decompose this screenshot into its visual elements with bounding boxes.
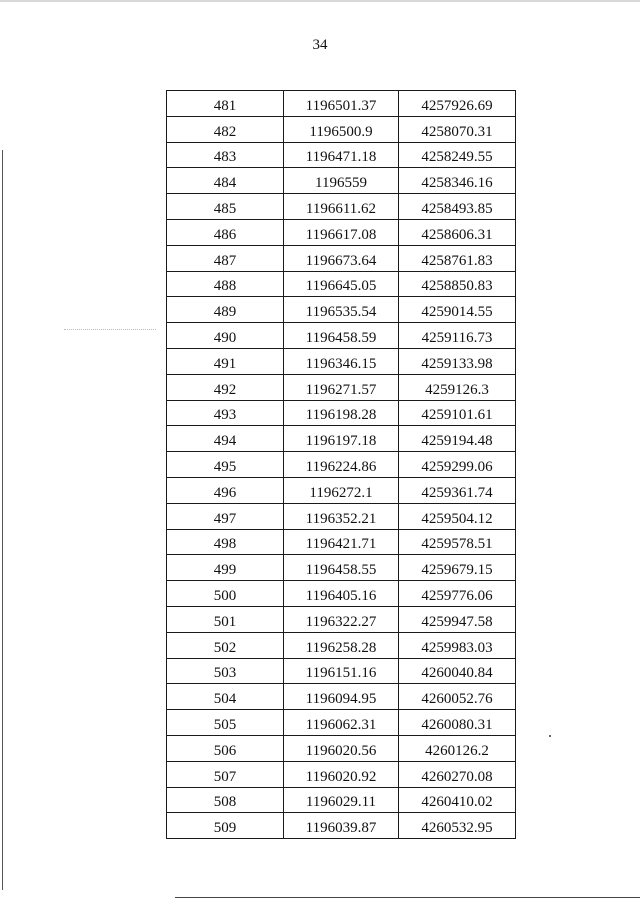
y-coordinate-cell: 4259101.61 [399,400,516,426]
point-number-cell: 493 [167,400,284,426]
x-coordinate-cell: 1196611.62 [284,194,399,220]
y-coordinate-cell: 4259194.48 [399,426,516,452]
x-coordinate-cell: 1196322.27 [284,606,399,632]
point-number-cell: 482 [167,116,284,142]
x-coordinate-cell: 1196062.31 [284,710,399,736]
coordinates-table [166,90,516,839]
y-coordinate-cell: 4259504.12 [399,503,516,529]
table-row [167,735,516,761]
point-number-cell: 504 [167,684,284,710]
point-number-cell: 489 [167,297,284,323]
x-coordinate-cell: 1196673.64 [284,245,399,271]
x-coordinate-cell: 1196020.92 [284,761,399,787]
table-row [167,348,516,374]
table-row [167,452,516,478]
scan-dotted-mark [64,329,156,330]
y-coordinate-cell: 4260270.08 [399,761,516,787]
table-row [167,606,516,632]
table-row [167,555,516,581]
y-coordinate-cell: 4259133.98 [399,348,516,374]
point-number-cell: 492 [167,374,284,400]
table-row [167,245,516,271]
x-coordinate-cell: 1196501.37 [284,91,399,117]
point-number-cell: 505 [167,710,284,736]
y-coordinate-cell: 4259299.06 [399,452,516,478]
table-row [167,503,516,529]
table-row [167,219,516,245]
y-coordinate-cell: 4258606.31 [399,219,516,245]
scan-bottom-edge [175,897,640,898]
table-row [167,632,516,658]
point-number-cell: 490 [167,323,284,349]
y-coordinate-cell: 4260410.02 [399,787,516,813]
x-coordinate-cell: 1196151.16 [284,658,399,684]
table-row [167,813,516,839]
x-coordinate-cell: 1196020.56 [284,735,399,761]
x-coordinate-cell: 1196405.16 [284,581,399,607]
y-coordinate-cell: 4259361.74 [399,477,516,503]
x-coordinate-cell: 1196272.1 [284,477,399,503]
table-row [167,323,516,349]
x-coordinate-cell: 1196197.18 [284,426,399,452]
table-row [167,426,516,452]
y-coordinate-cell: 4260126.2 [399,735,516,761]
point-number-cell: 484 [167,168,284,194]
x-coordinate-cell: 1196224.86 [284,452,399,478]
y-coordinate-cell: 4259776.06 [399,581,516,607]
point-number-cell: 485 [167,194,284,220]
x-coordinate-cell: 1196458.55 [284,555,399,581]
x-coordinate-cell: 1196039.87 [284,813,399,839]
point-number-cell: 498 [167,529,284,555]
coordinates-table-body [167,91,516,839]
point-number-cell: 502 [167,632,284,658]
y-coordinate-cell: 4259578.51 [399,529,516,555]
table-row [167,529,516,555]
y-coordinate-cell: 4258249.55 [399,142,516,168]
scan-top-edge [0,0,640,2]
point-number-cell: 501 [167,606,284,632]
y-coordinate-cell: 4257926.69 [399,91,516,117]
y-coordinate-cell: 4259679.15 [399,555,516,581]
table-row [167,684,516,710]
y-coordinate-cell: 4259116.73 [399,323,516,349]
x-coordinate-cell: 1196094.95 [284,684,399,710]
point-number-cell: 483 [167,142,284,168]
x-coordinate-cell: 1196352.21 [284,503,399,529]
x-coordinate-cell: 1196617.08 [284,219,399,245]
x-coordinate-cell: 1196198.28 [284,400,399,426]
point-number-cell: 506 [167,735,284,761]
point-number-cell: 509 [167,813,284,839]
table-row [167,168,516,194]
x-coordinate-cell: 1196645.05 [284,271,399,297]
y-coordinate-cell: 4259983.03 [399,632,516,658]
x-coordinate-cell: 1196029.11 [284,787,399,813]
point-number-cell: 495 [167,452,284,478]
table-row [167,761,516,787]
point-number-cell: 507 [167,761,284,787]
table-row [167,477,516,503]
table-row [167,787,516,813]
table-row [167,581,516,607]
table-row [167,710,516,736]
y-coordinate-cell: 4260532.95 [399,813,516,839]
page-number: 34 [312,37,328,53]
table-row [167,400,516,426]
table-row [167,374,516,400]
point-number-cell: 500 [167,581,284,607]
y-coordinate-cell: 4258761.83 [399,245,516,271]
point-number-cell: 499 [167,555,284,581]
table-row [167,194,516,220]
x-coordinate-cell: 1196346.15 [284,348,399,374]
y-coordinate-cell: 4260040.84 [399,658,516,684]
table-row [167,142,516,168]
x-coordinate-cell: 1196258.28 [284,632,399,658]
scan-speck [549,735,551,737]
point-number-cell: 503 [167,658,284,684]
y-coordinate-cell: 4258070.31 [399,116,516,142]
point-number-cell: 494 [167,426,284,452]
point-number-cell: 481 [167,91,284,117]
y-coordinate-cell: 4260052.76 [399,684,516,710]
point-number-cell: 491 [167,348,284,374]
y-coordinate-cell: 4259014.55 [399,297,516,323]
y-coordinate-cell: 4258493.85 [399,194,516,220]
y-coordinate-cell: 4260080.31 [399,710,516,736]
scan-left-edge [2,150,3,890]
x-coordinate-cell: 1196559 [284,168,399,194]
x-coordinate-cell: 1196535.54 [284,297,399,323]
table-row [167,297,516,323]
point-number-cell: 496 [167,477,284,503]
point-number-cell: 508 [167,787,284,813]
x-coordinate-cell: 1196458.59 [284,323,399,349]
point-number-cell: 487 [167,245,284,271]
x-coordinate-cell: 1196421.71 [284,529,399,555]
y-coordinate-cell: 4258850.83 [399,271,516,297]
point-number-cell: 497 [167,503,284,529]
x-coordinate-cell: 1196500.9 [284,116,399,142]
y-coordinate-cell: 4259126.3 [399,374,516,400]
point-number-cell: 486 [167,219,284,245]
y-coordinate-cell: 4259947.58 [399,606,516,632]
table-row [167,658,516,684]
y-coordinate-cell: 4258346.16 [399,168,516,194]
point-number-cell: 488 [167,271,284,297]
table-row [167,91,516,117]
table-row [167,271,516,297]
x-coordinate-cell: 1196471.18 [284,142,399,168]
x-coordinate-cell: 1196271.57 [284,374,399,400]
table-row [167,116,516,142]
